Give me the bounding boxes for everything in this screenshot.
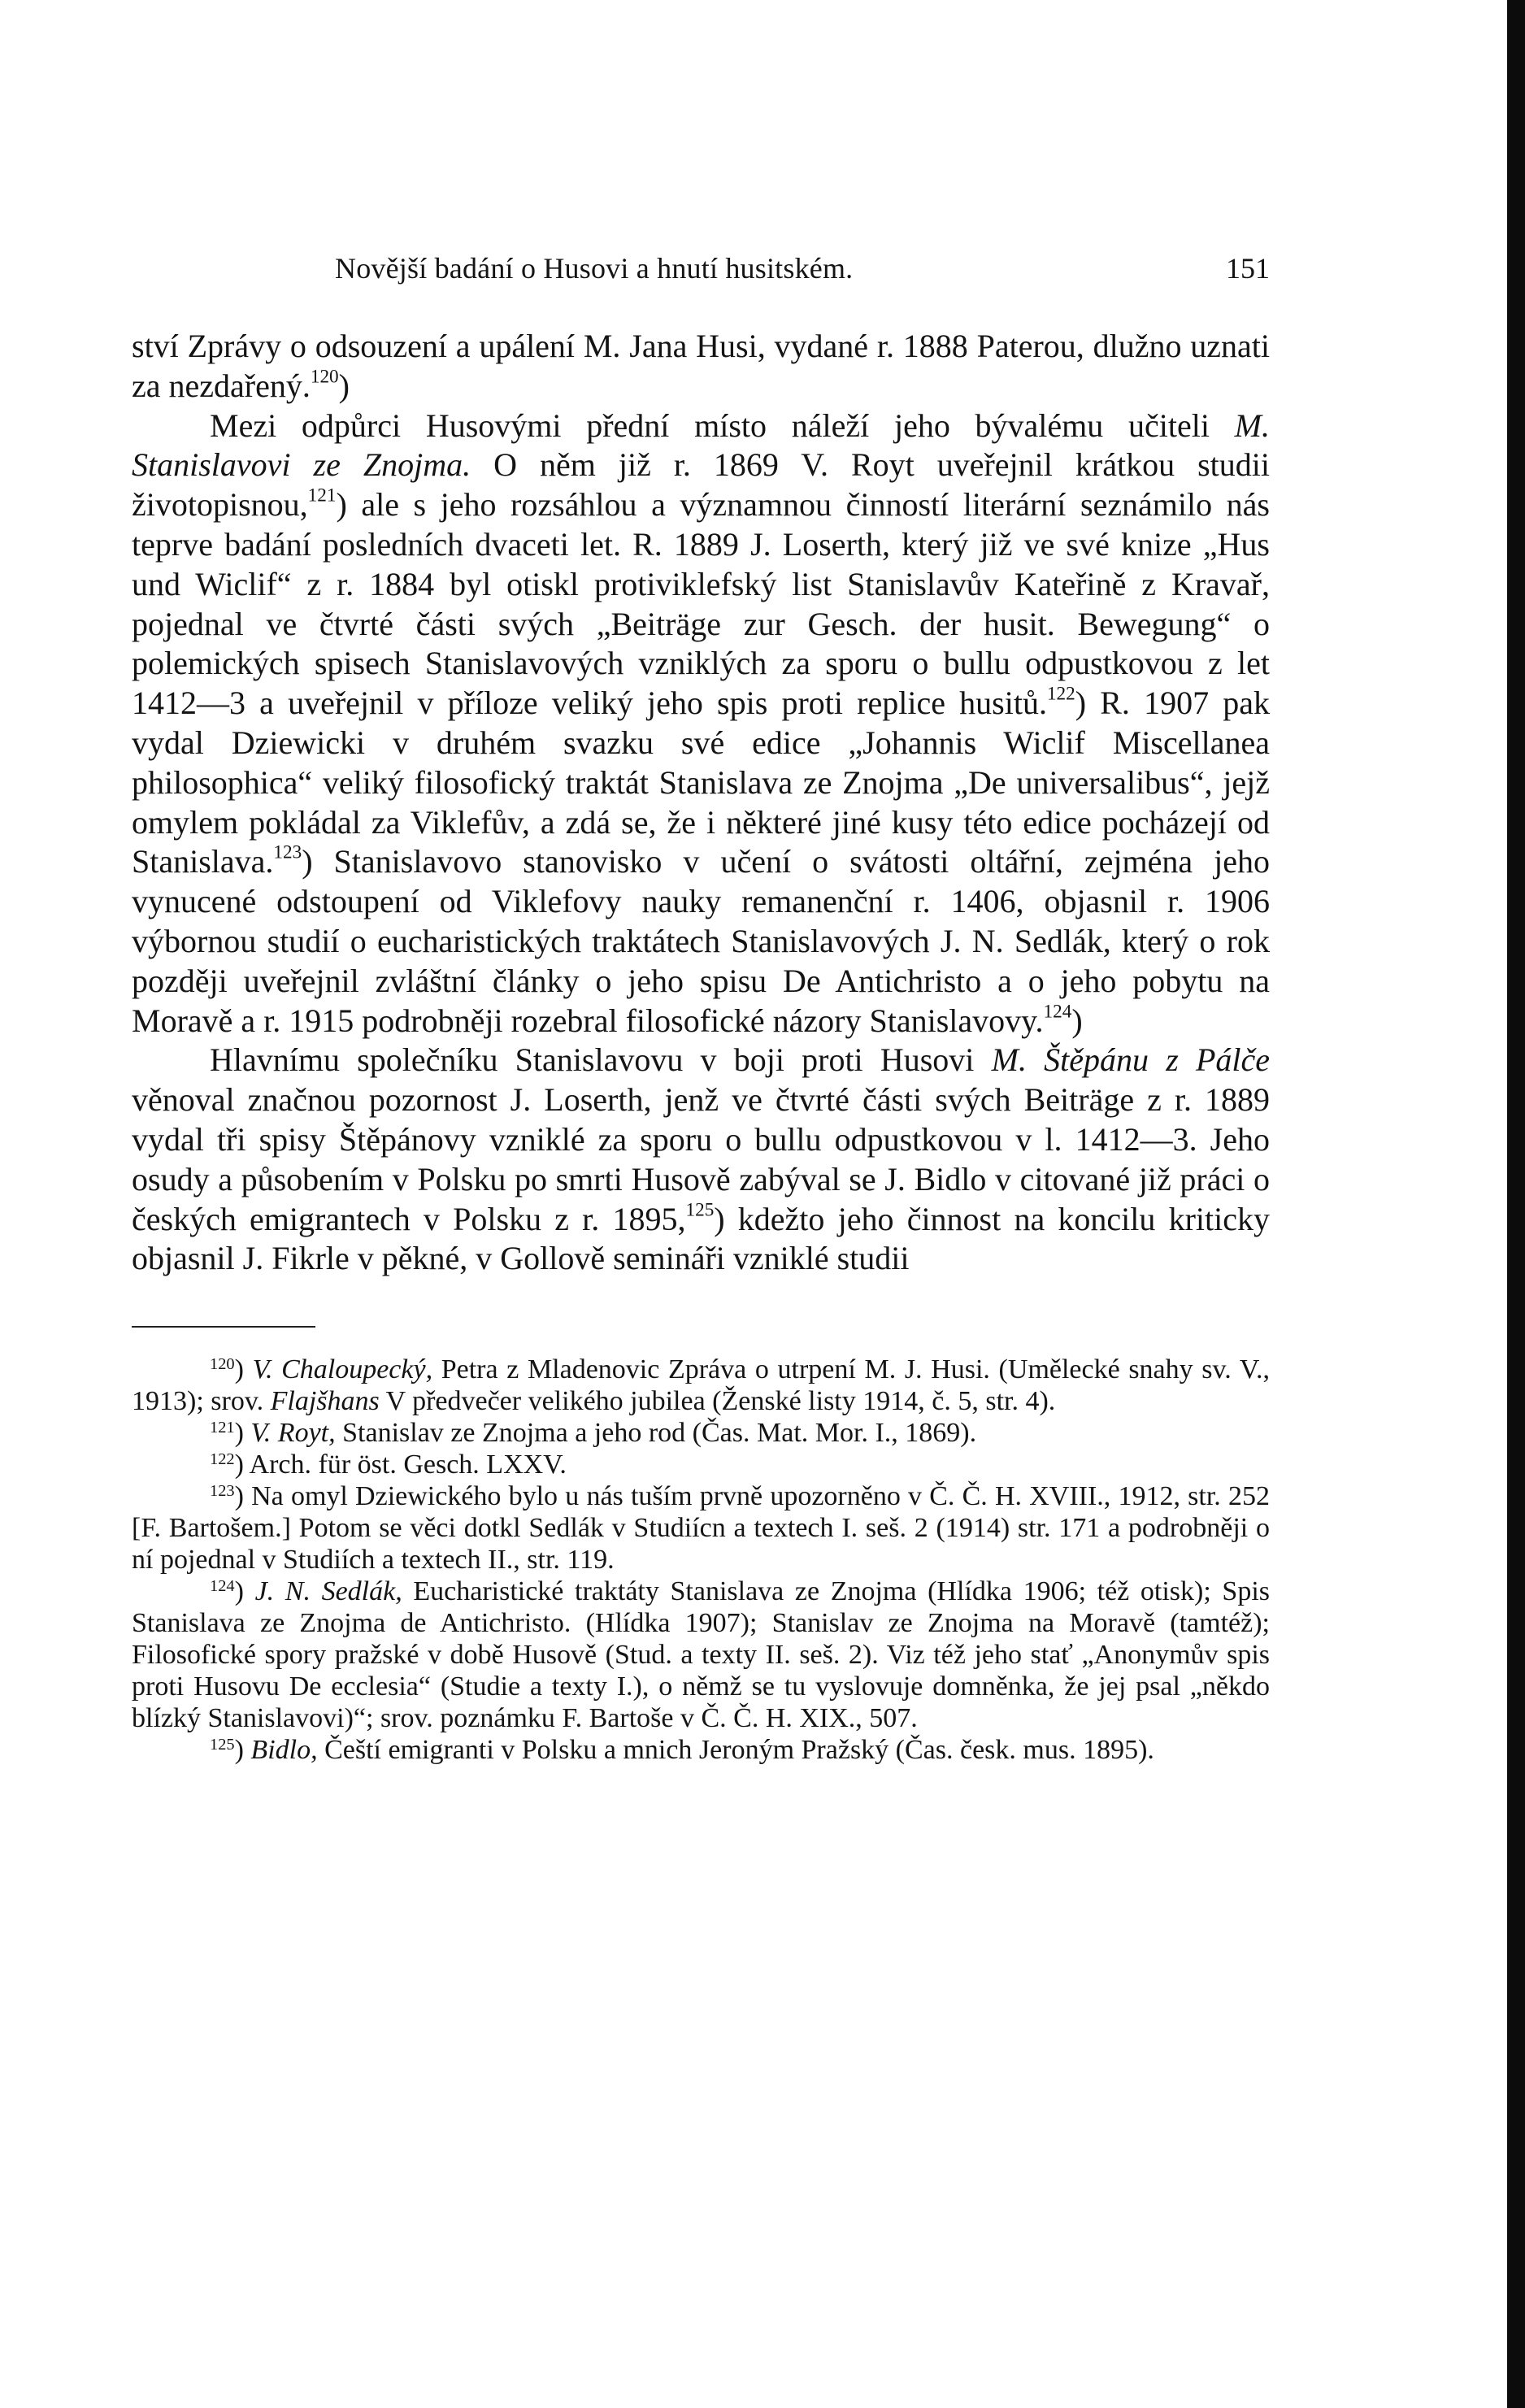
footnote-ref: 121 bbox=[307, 485, 337, 506]
footnote-125 bbox=[132, 1734, 1270, 1766]
footnote-ref: 120 bbox=[310, 366, 339, 388]
running-head bbox=[132, 244, 1270, 293]
paragraph-2 bbox=[132, 406, 1270, 1041]
author-name: V. Royt, bbox=[250, 1418, 336, 1449]
author-name: J. N. Sedlák, bbox=[254, 1576, 402, 1607]
footnote-bracket: ) bbox=[234, 1450, 244, 1480]
footnote-bracket: ) bbox=[234, 1735, 244, 1766]
text-span bbox=[244, 1354, 253, 1384]
footnote-122 bbox=[132, 1449, 1270, 1480]
text-span: ) bbox=[1071, 1002, 1083, 1039]
footnote-number: 121 bbox=[210, 1418, 235, 1437]
text-span: ) R. 1907 pak vydal Dziewicki v druhém svazku své edice „Johannis Wiclif Miscellanea philosophica“ veliký filosofický traktát Stanislava ze Znojma „De universalibus“, jejž omylem pokládal za Viklefův, a zdá se, že i některé jiné kusy této edice pocházejí od Stanislava. bbox=[132, 685, 1270, 880]
text-span: ) Stanislavovo stanovisko v učení o svátosti oltářní, zejména jeho vynucené odstoupení od Viklefovy nauky remanenční r. 1406, objasnil r. 1906 výbornou studií o eucharistických traktátech Stanislavových J. N. Sedlák, který o rok později uveřejnil zvláštní články o jeho spisu De Antichristo a o jeho pobytu na Moravě a r. 1915 podrobněji rozebral filosofické názory Stanislavovy. bbox=[132, 843, 1270, 1039]
text-span: O něm již r. 1869 V. Royt uveřejnil krátkou studii životopisnou, bbox=[132, 446, 1270, 524]
text-span: Stanislav ze Znojma a jeho rod (Čas. Mat. Mor. I., 1869). bbox=[335, 1418, 977, 1449]
footnote-divider bbox=[132, 1326, 315, 1328]
person-name: M. Stanislavovi ze Znojma. bbox=[132, 406, 1270, 484]
book-page bbox=[132, 244, 1270, 1766]
paragraph-3 bbox=[132, 1041, 1270, 1279]
footnote-bracket: ) bbox=[234, 1418, 244, 1449]
text-span: ) ale s jeho rozsáhlou a významnou činností literární seznámilo nás teprve badání posledních dvaceti let. R. 1889 J. Loserth, který již ve své knize „Hus und Wiclif“ z r. 1884 byl otiskl protiviklefský list Stanislavův Kateřině z Kravař, pojednal ve čtvrté části svých „Beiträge zur Gesch. der husit. Bewegung“ o polemických spisech Stanislavových vzniklých za sporu o bullu odpustkovou z let 1412—3 a uveřejnil v příloze veliký jeho spis proti replice husitů. bbox=[132, 486, 1270, 722]
footnote-ref: 124 bbox=[1043, 1001, 1072, 1023]
running-title: Novější badání o Husovi a hnutí husitském. bbox=[335, 252, 854, 285]
footnote-ref: 123 bbox=[273, 841, 302, 863]
footnote-bracket: ) bbox=[234, 1481, 244, 1512]
footnote-bracket: ) bbox=[234, 1354, 244, 1385]
author-name: Flajšhans bbox=[270, 1386, 380, 1417]
footnote-bracket: ) bbox=[234, 1576, 244, 1607]
text-span: věnoval značnou pozornost J. Loserth, jenž ve čtvrté části svých Beiträge z r. 1889 vydal tři spisy Štěpánovy vzniklé za sporu o bullu odpustkovou v l. 1412—3. Jeho osudy a působením v Polsku po smrti Husově zabýval se J. Bidlo v citované již práci o českých emigrantech v Polsku z r. 1895, bbox=[132, 1081, 1270, 1237]
footnote-number: 120 bbox=[210, 1354, 235, 1373]
text-span: ) kdežto jeho činnost na koncilu kriticky objasnil J. Fikrle v pěkné, v Gollově semináři vzniklé studii bbox=[132, 1200, 1270, 1277]
text-span bbox=[244, 1576, 255, 1606]
footnote-number: 122 bbox=[210, 1450, 235, 1468]
text-span: V předvečer velikého jubilea (Ženské listy 1914, č. 5, str. 4). bbox=[379, 1386, 1056, 1417]
author-name: V. Chaloupecký, bbox=[252, 1354, 433, 1385]
footnote-number: 125 bbox=[210, 1735, 235, 1754]
footnotes bbox=[132, 1354, 1270, 1766]
footnote-124 bbox=[132, 1576, 1270, 1734]
text-span: ství Zprávy o odsouzení a upálení M. Jana Husi, vydané r. 1888 Paterou, dlužno uznati za nezdařený. bbox=[132, 328, 1270, 404]
body-text bbox=[132, 327, 1270, 1279]
page-number: 151 bbox=[1226, 252, 1270, 285]
footnote-ref: 122 bbox=[1046, 683, 1075, 705]
text-span: Na omyl Dziewického bylo u nás tuším prvně upozorněno v Č. Č. H. XVIII., 1912, str. 252 [F. Bartošem.] Potom se věci dotkl Sedlák v Studiícn a textech I. seš. 2 (1914) str. 171 a podrobněji o ní pojednal v Studiích a textech II., str. 119. bbox=[132, 1481, 1270, 1576]
footnote-number: 124 bbox=[210, 1576, 235, 1595]
text-span: Hlavnímu společníku Stanislavovu v boji proti Husovi bbox=[210, 1041, 992, 1079]
footnote-120 bbox=[132, 1354, 1270, 1417]
text-span: Petra z Mladenovic Zpráva o utrpení M. J. Husi. (Umělecké snahy sv. V., 1913); srov. bbox=[132, 1354, 1271, 1417]
person-name: M. Štěpánu z Pálče bbox=[991, 1041, 1271, 1079]
footnote-ref: 125 bbox=[685, 1199, 715, 1221]
text-span: ) bbox=[338, 367, 350, 404]
text-span: Mezi odpůrci Husovými přední místo náleží jeho bývalému učiteli bbox=[210, 406, 1235, 444]
text-span: Eucharistické traktáty Stanislava ze Znojma (Hlídka 1906; též otisk); Spis Stanislava ze Znojma de Antichristo. (Hlídka 1907); Stanislav ze Znojma na Moravě (tamtéž); Filosofické spory pražské v době Husově (Stud. a texty II. seš. 2). Viz též jeho stať „Anonymův spis proti Husovu De ecclesia“ (Studie a texty I.), o němž se tu vyslovuje domněnka, že jej psal „někdo blízký Stanislavovi)“; srov. poznámku F. Bartoše v Č. Č. H. XIX., 507. bbox=[132, 1576, 1271, 1734]
footnote-number: 123 bbox=[210, 1481, 235, 1500]
author-name: Bidlo, bbox=[250, 1735, 318, 1766]
scan-border bbox=[1507, 0, 1525, 2408]
footnote-123 bbox=[132, 1480, 1270, 1576]
text-span: Čeští emigranti v Polsku a mnich Jeroným Pražský (Čas. česk. mus. 1895). bbox=[317, 1735, 1154, 1766]
footnote-121 bbox=[132, 1417, 1270, 1449]
paragraph-1 bbox=[132, 327, 1270, 406]
text-span: Arch. für öst. Gesch. LXXV. bbox=[243, 1450, 567, 1480]
